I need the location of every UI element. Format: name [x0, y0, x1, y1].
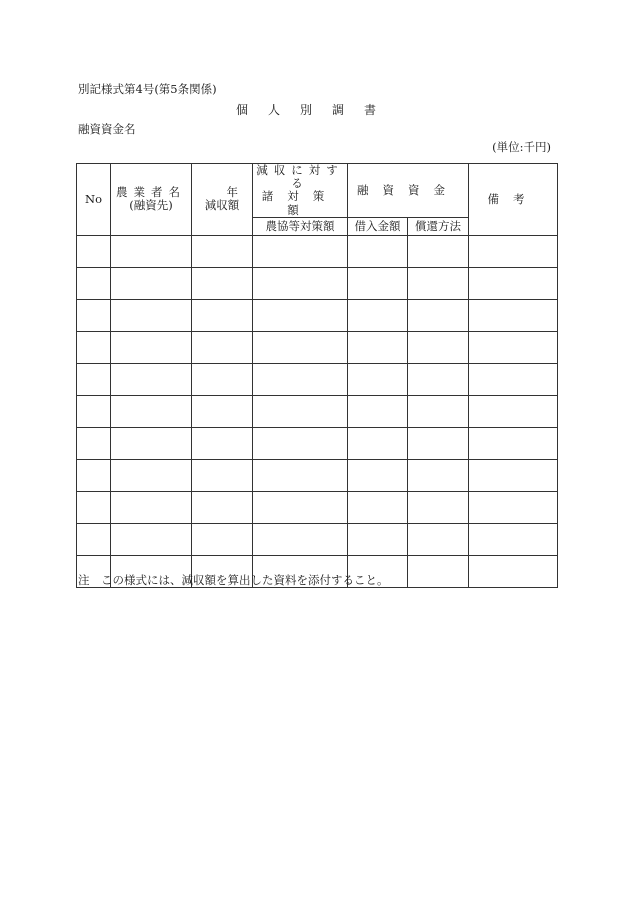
header-borrowed-amount: 借入金額: [348, 217, 408, 235]
table-cell: [111, 523, 192, 555]
table-cell: [348, 363, 408, 395]
table-cell: [348, 235, 408, 267]
table-cell: [192, 395, 253, 427]
table-cell: [408, 555, 469, 587]
table-cell: [111, 427, 192, 459]
table-cell: [253, 235, 348, 267]
table-cell: [469, 491, 558, 523]
table-cell: [111, 363, 192, 395]
unit-label: (単位:千円): [492, 140, 551, 154]
table-cell: [469, 523, 558, 555]
header-repayment-method: 償還方法: [408, 217, 469, 235]
header-farmer: [111, 164, 192, 236]
header-reduction-amount: 減収額: [204, 198, 240, 213]
table-cell: [348, 459, 408, 491]
header-year: 年: [226, 185, 238, 200]
table-cell: [469, 459, 558, 491]
table-cell: [192, 331, 253, 363]
table-cell: [408, 235, 469, 267]
table-cell: [77, 235, 111, 267]
table-cell: [77, 299, 111, 331]
document-title: 個人別調書: [236, 103, 397, 117]
table-cell: [77, 331, 111, 363]
table-cell: [192, 363, 253, 395]
table-cell: [111, 395, 192, 427]
table-row: [77, 331, 558, 363]
header-measures-line1: 減収に対する: [256, 163, 344, 191]
table-cell: [253, 459, 348, 491]
table-cell: [77, 363, 111, 395]
table-cell: [253, 523, 348, 555]
table-cell: [348, 299, 408, 331]
table-cell: [408, 395, 469, 427]
table-cell: [77, 459, 111, 491]
table-cell: [408, 523, 469, 555]
table-cell: [469, 235, 558, 267]
table-row: [77, 299, 558, 331]
table-row: [77, 459, 558, 491]
table-cell: [192, 491, 253, 523]
table-cell: [348, 523, 408, 555]
table-cell: [408, 299, 469, 331]
footnote: 注 この様式には、減収額を算出した資料を添付すること。: [78, 573, 389, 587]
header-remarks: 備考: [469, 164, 558, 236]
table-cell: [348, 267, 408, 299]
table-cell: [348, 331, 408, 363]
table-cell: [408, 267, 469, 299]
table-cell: [111, 235, 192, 267]
table-cell: [192, 235, 253, 267]
table-cell: [111, 459, 192, 491]
table-cell: [192, 427, 253, 459]
table-cell: [111, 299, 192, 331]
table-cell: [469, 299, 558, 331]
table-cell: [77, 523, 111, 555]
table-cell: [253, 267, 348, 299]
table-row: [77, 267, 558, 299]
table-cell: [408, 331, 469, 363]
table-cell: [469, 427, 558, 459]
table-cell: [192, 523, 253, 555]
table-cell: [408, 427, 469, 459]
table-cell: [469, 395, 558, 427]
header-financing: 融資資金: [348, 164, 469, 218]
form-number-label: 別記様式第4号(第5条関係): [78, 82, 217, 96]
header-no: No: [77, 164, 111, 236]
table-cell: [408, 491, 469, 523]
table-cell: [111, 491, 192, 523]
header-year-reduction: [192, 164, 253, 236]
table-cell: [111, 331, 192, 363]
header-row: [77, 164, 558, 218]
table-row: [77, 427, 558, 459]
header-coop-measures: 農協等対策額: [253, 217, 348, 235]
header-measures-line2: 諸対策額: [261, 189, 339, 217]
table-cell: [408, 363, 469, 395]
table-row: [77, 395, 558, 427]
table-row: [77, 491, 558, 523]
table-cell: [469, 267, 558, 299]
table-cell: [111, 267, 192, 299]
header-measures: [253, 164, 348, 218]
table-cell: [253, 331, 348, 363]
table-cell: [253, 395, 348, 427]
table-cell: [253, 363, 348, 395]
table-cell: [77, 491, 111, 523]
table-cell: [77, 395, 111, 427]
table-row: [77, 363, 558, 395]
table-cell: [408, 459, 469, 491]
table-cell: [77, 267, 111, 299]
table-cell: [253, 427, 348, 459]
table-cell: [469, 331, 558, 363]
table-cell: [77, 427, 111, 459]
table-cell: [469, 555, 558, 587]
header-farmer-borrower: (融資先): [129, 198, 173, 213]
header-farmer-name: 農業者名: [116, 185, 186, 200]
table-row: [77, 235, 558, 267]
table-cell: [469, 363, 558, 395]
table-row: [77, 523, 558, 555]
table-cell: [348, 395, 408, 427]
fund-name-label: 融資資金名: [78, 122, 136, 136]
table-body: [77, 235, 558, 587]
individual-record-table: [76, 163, 558, 588]
table-cell: [253, 299, 348, 331]
table-cell: [192, 267, 253, 299]
table-cell: [348, 427, 408, 459]
table-cell: [348, 491, 408, 523]
table-cell: [253, 491, 348, 523]
table-cell: [192, 299, 253, 331]
table-cell: [192, 459, 253, 491]
